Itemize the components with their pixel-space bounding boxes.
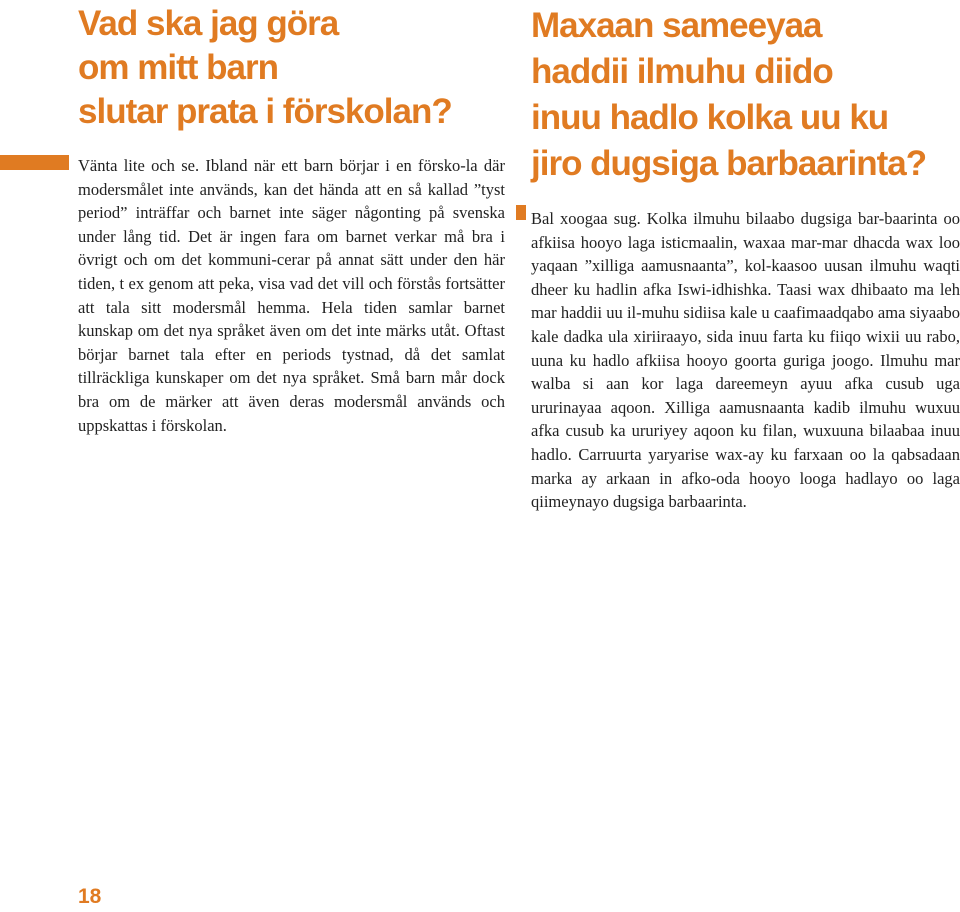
heading-line: inuu hadlo kolka uu ku: [531, 98, 889, 137]
right-column: [531, 0, 960, 514]
heading-line: haddii ilmuhu diido: [531, 52, 833, 91]
heading-line: jiro dugsiga barbaarinta?: [531, 144, 927, 183]
heading-line: Vad ska jag göra: [78, 4, 339, 43]
heading-somali: [531, 0, 960, 187]
heading-line: Maxaan sameeyaa: [531, 6, 822, 45]
left-column: [78, 0, 505, 437]
body-somali: Bal xoogaa sug. Kolka ilmuhu bilaabo dugsiga bar-baarinta oo afkiisa hooyo laga isticmaalin, waxaa mar-mar dhacda wax loo yaqaan ”xilliga aamusnaanta”, kol-kaasoo uusan ilmuhu waqti dheer ku hadlin afka Iswi-idhishka. Taasi wax dhibaato ma leh mar haddii uu il-muhu sidiisa kale u caafimaadqabo ama siyaabo kale dadka ula xiriiraayo, sida inuu farta ku fiiqo wixii uu rabo, uuna ku hadlo afkiisa hooyo goorta guriga joogo. Ilmuhu mar walba si aan kor laga dareemeyn ayuu afka cusub uga ururinayaa aqoon. Xilliga aamusnaanta kadib ilmuhu wuxuu afka cusub ka ururiyey aqoon ku filan, wuxuuna bilaabaa inuu hadlo. Carruurta yaryarise wax-ay ku farxaan oo la qabsadaan marka ay arkaan in afko-oda hooyo looga hadlayo oo laga qiimeynayo dugsiga barbaarinta.: [531, 209, 960, 512]
section-marker-left: [0, 155, 69, 170]
heading-swedish: [78, 0, 505, 134]
section-marker-right: [516, 205, 526, 220]
page-number: 18: [78, 885, 102, 908]
heading-line: slutar prata i förskolan?: [78, 92, 452, 131]
body-swedish: Vänta lite och se. Ibland när ett barn börjar i en försko-la där modersmålet inte används, kan det hända att en så kallad ”tyst period” inträffar och barnet inte säger någonting på svenska under lång tid. Det är ingen fara om barnet verkar må bra i övrigt och om det kommuni-cerar på annat sätt under den här tiden, t ex genom att peka, visa vad det vill och förstås fortsätter att tala sitt modersmål hemma. Hela tiden samlar barnet kunskap om det nya språket även om det inte märks utåt. Oftast börjar barnet tala efter en periods tystnad, då det samlat tillräckliga kunskaper om det nya språket. Små barn mår dock bra om de märker att även deras modersmål används och uppskattas i förskolan.: [78, 156, 505, 435]
heading-line: om mitt barn: [78, 48, 278, 87]
